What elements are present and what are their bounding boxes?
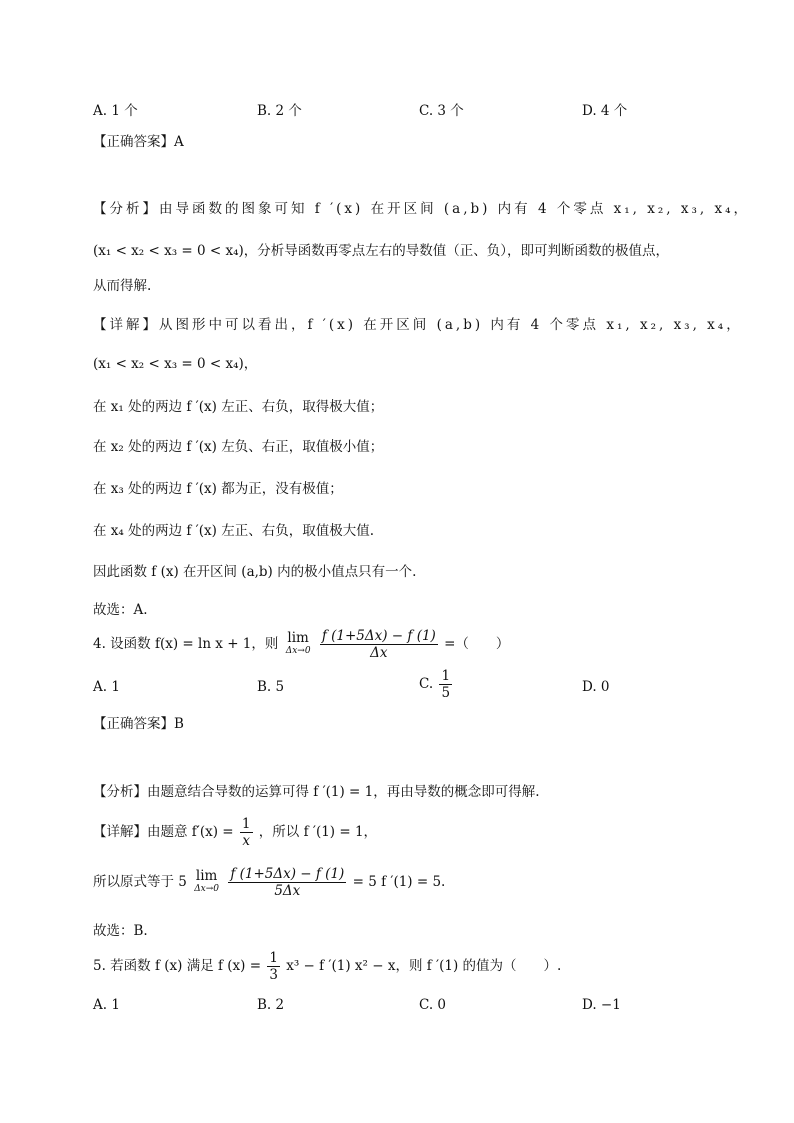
q4-option-a: A. 1	[93, 679, 120, 695]
q5-option-c: C. 0	[419, 997, 447, 1013]
q4-calc-limit-sub: Δx→0	[194, 883, 220, 894]
q4-option-c-label: C.	[419, 676, 434, 692]
q3-detail-line2: (x₁ < x₂ < x₃ = 0 < x₄)，	[93, 356, 258, 372]
q3-detail-line1: 【详解】从图形中可以看出，f ′(x) 在开区间 (a,b) 内有 4 个零点 x₁, x₂, x₃, x₄，	[93, 317, 743, 333]
q4-option-b: B. 5	[257, 679, 285, 695]
q3-detail-line4: 在 x₂ 处的两边 f ′(x) 左负、右正，取值极小值；	[93, 439, 384, 455]
q4-stem-end: =（ ）	[444, 636, 510, 652]
q3-detail-line6: 在 x₄ 处的两边 f ′(x) 左正、右负，取值极大值.	[93, 523, 374, 539]
q4-option-d: D. 0	[582, 679, 610, 695]
q5-fraction-num: 1	[269, 950, 278, 966]
q4-calc-text: 所以原式等于 5	[93, 874, 187, 890]
q3-detail-line7: 因此函数 f (x) 在开区间 (a,b) 内的极小值点只有一个.	[93, 564, 417, 580]
q5-fraction	[267, 950, 280, 983]
q4-option-c-den: 5	[441, 685, 451, 701]
q4-detail-den: x	[242, 833, 251, 849]
q4-detail-end: ，所以 f ′(1) = 1，	[258, 824, 378, 840]
q4-answer: 【正确答案】B	[93, 716, 184, 732]
q5-fraction-den: 3	[269, 967, 278, 983]
q3-option-a: A. 1 个	[93, 103, 138, 119]
q4-option-c	[419, 668, 454, 701]
q4-calc-end: = 5 f ′(1) = 5.	[352, 874, 446, 890]
q4-limit-sub: Δx→0	[285, 645, 311, 656]
q5-stem-end: x³ − f ′(1) x² − x，则 f ′(1) 的值为（ ）.	[286, 958, 562, 974]
q4-limit-word: lim	[287, 629, 309, 646]
q4-calc-den: 5Δx	[274, 883, 301, 899]
q5-stem	[93, 950, 561, 983]
q4-fraction-num: f (1+5Δx) − f (1)	[321, 628, 436, 644]
q4-option-c-fraction	[439, 668, 452, 701]
q5-option-d: D. −1	[582, 997, 621, 1013]
q4-calc-num: f (1+5Δx) − f (1)	[230, 866, 345, 882]
q4-detail-text: 【详解】由题意 f′(x) =	[93, 824, 234, 840]
q5-option-a: A. 1	[93, 997, 120, 1013]
q4-calc-limit	[194, 867, 220, 896]
q4-choose: 故选：B.	[93, 923, 148, 939]
q4-fraction	[320, 628, 438, 661]
q4-stem	[93, 628, 509, 661]
q3-choose: 故选：A.	[93, 602, 148, 618]
q4-detail-num: 1	[241, 816, 251, 832]
q4-limit	[285, 629, 311, 658]
q3-option-d: D. 4 个	[582, 103, 628, 119]
q4-calc-limit-word: lim	[195, 867, 218, 884]
q4-calc-fraction	[228, 866, 346, 899]
q4-option-c-num: 1	[441, 668, 451, 684]
q4-analysis: 【分析】由题意结合导数的运算可得 f ′(1) = 1，再由导数的概念即可得解.	[93, 784, 540, 800]
q5-option-b: B. 2	[257, 997, 285, 1013]
q4-detail	[93, 816, 377, 849]
q4-stem-text: 4. 设函数 f(x) = ln x + 1，则	[93, 636, 279, 652]
q3-option-b: B. 2 个	[257, 103, 302, 119]
q4-fraction-den: Δx	[370, 645, 388, 661]
q3-detail-line5: 在 x₃ 处的两边 f ′(x) 都为正，没有极值；	[93, 481, 343, 497]
q3-analysis-line2: (x₁ < x₂ < x₃ = 0 < x₄)，分析导函数再零点左右的导数值（正、负），即可判断函数的极值点，	[93, 243, 670, 259]
q4-calc	[93, 866, 445, 899]
q3-analysis-line3: 从而得解.	[93, 278, 152, 294]
q3-detail-line3: 在 x₁ 处的两边 f ′(x) 左正、右负，取得极大值；	[93, 399, 384, 415]
q3-answer: 【正确答案】A	[93, 134, 184, 150]
q4-detail-fraction	[240, 816, 253, 849]
q3-analysis-line1: 【分析】由导函数的图象可知 f ′(x) 在开区间 (a,b) 内有 4 个零点 x₁, x₂, x₃, x₄，	[93, 201, 750, 217]
q3-option-c: C. 3 个	[419, 103, 464, 119]
q5-stem-text: 5. 若函数 f (x) 满足 f (x) =	[93, 958, 262, 974]
